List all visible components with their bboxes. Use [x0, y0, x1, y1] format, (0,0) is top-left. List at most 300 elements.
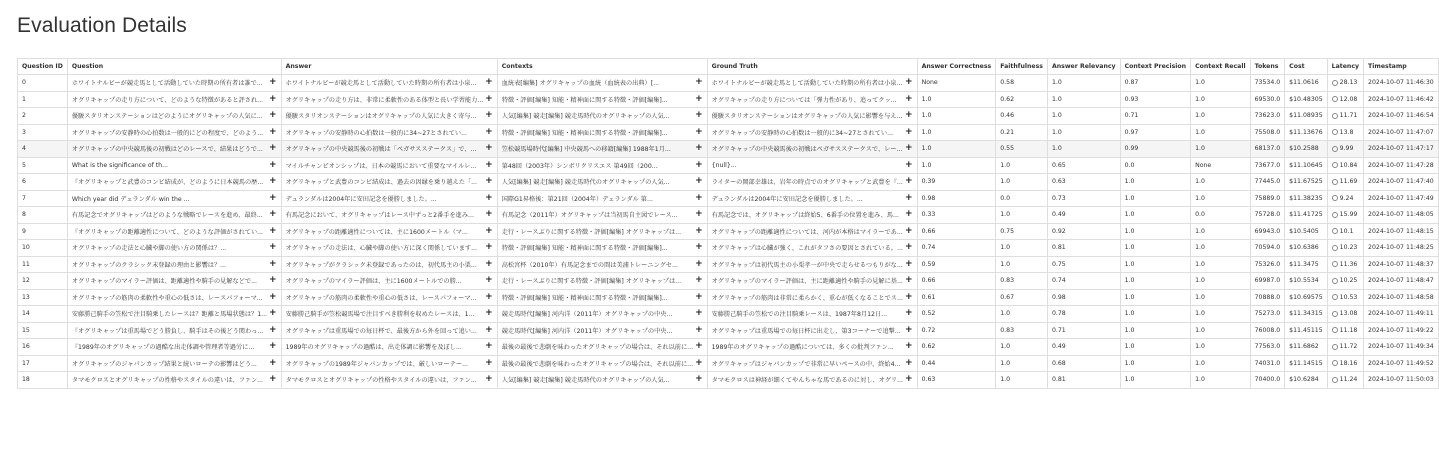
question-cell	[67, 339, 281, 356]
correctness-cell: 0.33	[917, 207, 996, 224]
expand-plus-icon[interactable]: +	[269, 357, 277, 368]
latency-value: 15.99	[1339, 211, 1358, 219]
table-row[interactable]	[18, 124, 1439, 141]
expand-plus-icon[interactable]: +	[269, 324, 277, 335]
precision-cell: 1.0	[1120, 256, 1191, 273]
column-header[interactable]: Contexts	[497, 59, 707, 75]
correctness-cell: 1.0	[917, 141, 996, 158]
ground-truth-text: オグリキャップはジャパンカップで非常に早いペースの中、終始4...	[711, 360, 901, 368]
column-header[interactable]: Faithfulness	[996, 59, 1048, 75]
correctness-cell: 1.0	[917, 157, 996, 174]
expand-plus-icon[interactable]: +	[269, 192, 277, 203]
expand-plus-icon[interactable]: +	[485, 126, 493, 137]
question-id-cell: 5	[18, 157, 68, 174]
answer-text: オグリキャップの走り方は、非常に柔軟性のある体型と長い学習能力...	[285, 96, 484, 104]
answer-text: 優駿スタリオンステーションはオグリキャップの人気に大きく寄与...	[285, 113, 477, 121]
latency-value: 11.24	[1339, 376, 1358, 384]
expand-plus-icon[interactable]: +	[485, 308, 493, 319]
contexts-text: 特徴・評価[編集] 知能・精神面に関する特徴・評価[編集]...	[501, 96, 668, 104]
recall-cell: 1.0	[1191, 256, 1251, 273]
ground-truth-cell	[707, 141, 917, 158]
clock-icon	[1332, 360, 1338, 366]
cost-cell: $11.08935	[1285, 108, 1327, 125]
cost-cell: $11.6862	[1285, 339, 1327, 356]
expand-plus-icon[interactable]: +	[485, 374, 493, 385]
expand-plus-icon[interactable]: +	[695, 110, 703, 121]
contexts-text: 人気[編集] 競走[編集] 競走馬時代のオグリキャップの人気...	[501, 377, 670, 385]
contexts-text: 第48回（2003年）シンボリクリスエス 第49回（200...	[501, 162, 658, 170]
correctness-cell: None	[917, 75, 996, 92]
timestamp-cell: 2024-10-07 11:48:58	[1364, 289, 1439, 306]
answer-cell	[281, 157, 497, 174]
expand-plus-icon[interactable]: +	[905, 374, 913, 385]
expand-plus-icon[interactable]: +	[695, 77, 703, 88]
recall-cell: 1.0	[1191, 190, 1251, 207]
column-header[interactable]: Context Recall	[1191, 59, 1251, 75]
tokens-cell: 75889.0	[1250, 190, 1285, 207]
column-header[interactable]: Question ID	[18, 59, 68, 75]
table-row[interactable]	[18, 223, 1439, 240]
correctness-cell: 0.63	[917, 372, 996, 389]
recall-cell: 1.0	[1191, 141, 1251, 158]
clock-icon	[1332, 344, 1338, 350]
table-row[interactable]	[18, 306, 1439, 323]
contexts-cell	[497, 124, 707, 141]
table-row[interactable]	[18, 355, 1439, 372]
expand-plus-icon[interactable]: +	[905, 110, 913, 121]
correctness-cell: 0.62	[917, 339, 996, 356]
expand-plus-icon[interactable]: +	[269, 143, 277, 154]
timestamp-cell: 2024-10-07 11:46:30	[1364, 75, 1439, 92]
timestamp-cell: 2024-10-07 11:48:47	[1364, 273, 1439, 290]
question-cell	[67, 124, 281, 141]
expand-plus-icon[interactable]: +	[695, 225, 703, 236]
expand-plus-icon[interactable]: +	[695, 143, 703, 154]
answer-cell	[281, 190, 497, 207]
expand-plus-icon[interactable]: +	[485, 275, 493, 286]
latency-value: 11.72	[1339, 343, 1358, 351]
expand-plus-icon[interactable]: +	[905, 324, 913, 335]
contexts-text: 走行・レースぶりに関する特徴・評価[編集] オグリキャップは...	[501, 228, 682, 236]
answer-text: オグリキャップは重馬場での毎日杯で、最後方から外を回って追い...	[285, 327, 477, 335]
ground-truth-text: オグリキャップの走り方については「弾力性があり、追ってクッ...	[711, 96, 897, 104]
expand-plus-icon[interactable]: +	[485, 77, 493, 88]
faithfulness-cell: 1.0	[996, 207, 1048, 224]
expand-plus-icon[interactable]: +	[485, 291, 493, 302]
ground-truth-cell	[707, 372, 917, 389]
answer-cell	[281, 91, 497, 108]
faithfulness-cell: 1.0	[996, 372, 1048, 389]
contexts-text: 最後の最後で悲劇を味わったオグリキャップの場合は、それ以前に...	[501, 344, 694, 352]
expand-plus-icon[interactable]: +	[485, 110, 493, 121]
table-row[interactable]	[18, 108, 1439, 125]
latency-value: 28.13	[1339, 79, 1358, 87]
expand-plus-icon[interactable]: +	[269, 225, 277, 236]
question-id-cell: 18	[18, 372, 68, 389]
faithfulness-cell: 1.0	[996, 240, 1048, 257]
table-row[interactable]	[18, 207, 1439, 224]
answer-text: デュランダルは2004年に安田記念を優勝しました。...	[285, 195, 437, 203]
tokens-cell: 77445.0	[1250, 174, 1285, 191]
answer-text: オグリキャップの中央競馬後の初戦は「ペガサスステークス」で、...	[285, 146, 477, 154]
tokens-cell: 73677.0	[1250, 157, 1285, 174]
latency-cell	[1327, 223, 1363, 240]
recall-cell: 0.0	[1191, 207, 1251, 224]
expand-plus-icon[interactable]: +	[695, 291, 703, 302]
expand-plus-icon[interactable]: +	[905, 126, 913, 137]
tokens-cell: 70400.0	[1250, 372, 1285, 389]
contexts-text: 走行・レースぶりに関する特徴・評価[編集] オグリキャップは...	[501, 278, 682, 286]
faithfulness-cell: 0.46	[996, 108, 1048, 125]
contexts-cell	[497, 322, 707, 339]
ground-truth-text: オグリキャップは心臓が強く、これがタフさの要因とされている。...	[711, 245, 903, 253]
latency-value: 9.24	[1339, 194, 1354, 202]
tokens-cell: 75273.0	[1250, 306, 1285, 323]
expand-plus-icon[interactable]: +	[269, 242, 277, 253]
answer-text: タマモクロスとオグリキャップの性格やスタイルの違いは、ファン...	[285, 377, 477, 385]
question-cell	[67, 256, 281, 273]
expand-plus-icon[interactable]: +	[269, 275, 277, 286]
ground-truth-text: 1989年のオグリキャップの過酷については、多くの批判ファン...	[711, 344, 894, 352]
question-text: オグリキャップの筋肉の柔軟性や重心の低さは、レースパフォーマ...	[71, 294, 263, 302]
precision-cell: 1.0	[1120, 223, 1191, 240]
question-id-cell: 14	[18, 306, 68, 323]
relevancy-cell: 0.98	[1047, 289, 1120, 306]
expand-plus-icon[interactable]: +	[485, 324, 493, 335]
recall-cell: 1.0	[1191, 289, 1251, 306]
latency-value: 10.53	[1339, 293, 1358, 301]
evaluation-table	[17, 58, 1439, 389]
recall-cell: 1.0	[1191, 306, 1251, 323]
expand-plus-icon[interactable]: +	[695, 341, 703, 352]
ground-truth-cell	[707, 322, 917, 339]
expand-plus-icon[interactable]: +	[269, 159, 277, 170]
timestamp-cell: 2024-10-07 11:46:54	[1364, 108, 1439, 125]
column-header[interactable]: Answer	[281, 59, 497, 75]
answer-text: オグリキャップのマイラー評価は、主に1600メートルでの勝...	[285, 278, 462, 286]
contexts-cell	[497, 207, 707, 224]
correctness-cell: 0.39	[917, 174, 996, 191]
expand-plus-icon[interactable]: +	[695, 324, 703, 335]
contexts-cell	[497, 190, 707, 207]
tokens-cell: 75508.0	[1250, 124, 1285, 141]
correctness-cell: 0.98	[917, 190, 996, 207]
expand-plus-icon[interactable]: +	[905, 159, 913, 170]
answer-text: オグリキャップと武豊のコンビ結成は、過去の因縁を乗り越えた「...	[285, 179, 477, 187]
expand-plus-icon[interactable]: +	[485, 242, 493, 253]
question-id-cell: 1	[18, 91, 68, 108]
expand-plus-icon[interactable]: +	[485, 159, 493, 170]
expand-plus-icon[interactable]: +	[269, 93, 277, 104]
expand-plus-icon[interactable]: +	[905, 176, 913, 187]
column-header[interactable]: Context Precision	[1120, 59, 1191, 75]
correctness-cell: 0.66	[917, 273, 996, 290]
tokens-cell: 75326.0	[1250, 256, 1285, 273]
expand-plus-icon[interactable]: +	[485, 93, 493, 104]
column-header[interactable]: Answer Correctness	[917, 59, 996, 75]
contexts-cell	[497, 157, 707, 174]
column-header[interactable]: Cost	[1285, 59, 1327, 75]
correctness-cell: 1.0	[917, 124, 996, 141]
expand-plus-icon[interactable]: +	[695, 209, 703, 220]
contexts-cell	[497, 75, 707, 92]
expand-plus-icon[interactable]: +	[695, 192, 703, 203]
column-header[interactable]: Question	[67, 59, 281, 75]
expand-plus-icon[interactable]: +	[485, 143, 493, 154]
cost-cell: $11.34315	[1285, 306, 1327, 323]
recall-cell: 1.0	[1191, 372, 1251, 389]
question-text: オグリキャップの走法と心臓や脚の使い方の関係は？...	[71, 245, 227, 253]
expand-plus-icon[interactable]: +	[485, 209, 493, 220]
expand-plus-icon[interactable]: +	[905, 209, 913, 220]
tokens-cell: 70888.0	[1250, 289, 1285, 306]
expand-plus-icon[interactable]: +	[695, 258, 703, 269]
faithfulness-cell: 1.0	[996, 339, 1048, 356]
question-text: 有馬記念でオグリキャップはどのような戦略でレースを進め、最終...	[71, 212, 263, 220]
precision-cell: 1.0	[1120, 240, 1191, 257]
ground-truth-text: オグリキャップの中央競馬後の初戦はペガサスステークスで、レー...	[711, 146, 903, 154]
expand-plus-icon[interactable]: +	[269, 209, 277, 220]
question-id-cell: 7	[18, 190, 68, 207]
correctness-cell: 0.52	[917, 306, 996, 323]
latency-value: 10.84	[1339, 161, 1358, 169]
question-id-cell: 6	[18, 174, 68, 191]
answer-cell	[281, 240, 497, 257]
recall-cell: 1.0	[1191, 322, 1251, 339]
relevancy-cell: 0.68	[1047, 355, 1120, 372]
expand-plus-icon[interactable]: +	[695, 275, 703, 286]
relevancy-cell: 0.81	[1047, 372, 1120, 389]
relevancy-cell: 0.71	[1047, 322, 1120, 339]
expand-plus-icon[interactable]: +	[905, 291, 913, 302]
expand-plus-icon[interactable]: +	[905, 192, 913, 203]
cost-cell: $11.13676	[1285, 124, 1327, 141]
timestamp-cell: 2024-10-07 11:49:34	[1364, 339, 1439, 356]
expand-plus-icon[interactable]: +	[905, 258, 913, 269]
table-row[interactable]	[18, 190, 1439, 207]
faithfulness-cell: 0.62	[996, 91, 1048, 108]
latency-value: 10.1	[1339, 227, 1354, 235]
cost-cell: $10.69575	[1285, 289, 1327, 306]
answer-text: オグリキャップの安静時の心拍数は一般的に34~27とされてい...	[285, 129, 467, 137]
recall-cell: 1.0	[1191, 174, 1251, 191]
question-text: オグリキャップのマイラー評価は、距離適性や騎手の見解などで...	[71, 278, 257, 286]
expand-plus-icon[interactable]: +	[695, 242, 703, 253]
question-id-cell: 11	[18, 256, 68, 273]
contexts-text: 人気[編集] 競走[編集] 競走馬時代のオグリキャップの人気...	[501, 113, 670, 121]
clock-icon	[1332, 129, 1338, 135]
faithfulness-cell: 0.75	[996, 223, 1048, 240]
expand-plus-icon[interactable]: +	[695, 126, 703, 137]
answer-cell	[281, 141, 497, 158]
expand-plus-icon[interactable]: +	[905, 308, 913, 319]
ground-truth-cell	[707, 355, 917, 372]
expand-plus-icon[interactable]: +	[269, 258, 277, 269]
ground-truth-text: オグリキャップの距離適性については、河内が本格はマイラーであ...	[711, 228, 903, 236]
answer-text: ホワイトナルビーが競走馬として活動していた時期の所有者は小泉...	[285, 80, 477, 88]
expand-plus-icon[interactable]: +	[905, 93, 913, 104]
answer-cell	[281, 174, 497, 191]
recall-cell: 1.0	[1191, 223, 1251, 240]
question-cell	[67, 174, 281, 191]
table-row[interactable]	[18, 91, 1439, 108]
ground-truth-text: オグリキャップの筋肉は非常に柔らかく、重心が低くなることでス...	[711, 294, 903, 302]
cost-cell: $11.3475	[1285, 256, 1327, 273]
faithfulness-cell: 0.67	[996, 289, 1048, 306]
answer-text: オグリキャップの走法は、心臓や脚の使い方に深く関係しています...	[285, 245, 477, 253]
contexts-cell	[497, 339, 707, 356]
question-id-cell: 2	[18, 108, 68, 125]
table-row[interactable]	[18, 157, 1439, 174]
table-row[interactable]	[18, 75, 1439, 92]
answer-text: 安藤勝己騎手が笠松競馬場で注目すべき勝利を収めたレースは、1...	[285, 311, 475, 319]
clock-icon	[1332, 146, 1338, 152]
column-header[interactable]: Answer Relevancy	[1047, 59, 1120, 75]
relevancy-cell: 0.78	[1047, 306, 1120, 323]
clock-icon	[1332, 80, 1338, 86]
expand-plus-icon[interactable]: +	[485, 192, 493, 203]
precision-cell: 0.99	[1120, 141, 1191, 158]
question-cell	[67, 372, 281, 389]
contexts-cell	[497, 240, 707, 257]
latency-cell	[1327, 108, 1363, 125]
clock-icon	[1332, 278, 1338, 284]
ground-truth-cell	[707, 91, 917, 108]
column-header[interactable]: Tokens	[1250, 59, 1285, 75]
cost-cell: $11.41725	[1285, 207, 1327, 224]
table-row[interactable]	[18, 273, 1439, 290]
column-header[interactable]: Timestamp	[1364, 59, 1439, 75]
latency-value: 9.99	[1339, 145, 1354, 153]
latency-value: 11.36	[1339, 260, 1358, 268]
clock-icon	[1332, 113, 1338, 119]
table-row[interactable]	[18, 322, 1439, 339]
expand-plus-icon[interactable]: +	[905, 242, 913, 253]
clock-icon	[1332, 212, 1338, 218]
expand-plus-icon[interactable]: +	[269, 374, 277, 385]
answer-text: オグリキャップの距離適性については、主に1600メートル（マ...	[285, 228, 468, 236]
relevancy-cell: 1.0	[1047, 75, 1120, 92]
faithfulness-cell: 1.0	[996, 157, 1048, 174]
expand-plus-icon[interactable]: +	[485, 225, 493, 236]
latency-value: 10.25	[1339, 277, 1358, 285]
table-row[interactable]	[18, 372, 1439, 389]
expand-plus-icon[interactable]: +	[269, 291, 277, 302]
relevancy-cell: 0.65	[1047, 157, 1120, 174]
contexts-cell	[497, 355, 707, 372]
latency-cell	[1327, 75, 1363, 92]
ground-truth-cell	[707, 75, 917, 92]
expand-plus-icon[interactable]: +	[485, 258, 493, 269]
ground-truth-text: デュランダルは2004年に安田記念を優勝しました。...	[711, 195, 863, 203]
expand-plus-icon[interactable]: +	[695, 159, 703, 170]
expand-plus-icon[interactable]: +	[695, 176, 703, 187]
latency-value: 18.16	[1339, 359, 1358, 367]
relevancy-cell: 1.0	[1047, 108, 1120, 125]
precision-cell: 1.0	[1120, 339, 1191, 356]
table-row[interactable]	[18, 240, 1439, 257]
question-cell	[67, 157, 281, 174]
expand-plus-icon[interactable]: +	[905, 275, 913, 286]
question-cell	[67, 289, 281, 306]
contexts-text: 有馬記念（2011年）オグリキャップは当初馬自主図でレース...	[501, 212, 678, 220]
relevancy-cell: 0.63	[1047, 174, 1120, 191]
table-row[interactable]	[18, 339, 1439, 356]
table-row[interactable]	[18, 256, 1439, 273]
recall-cell: 1.0	[1191, 273, 1251, 290]
table-row[interactable]	[18, 174, 1439, 191]
expand-plus-icon[interactable]: +	[485, 357, 493, 368]
contexts-text: 特徴・評価[編集] 知能・精神面に関する特徴・評価[編集]...	[501, 294, 668, 302]
expand-plus-icon[interactable]: +	[269, 308, 277, 319]
relevancy-cell: 0.74	[1047, 273, 1120, 290]
column-header[interactable]: Latency	[1327, 59, 1363, 75]
latency-cell	[1327, 157, 1363, 174]
question-text: 『オグリキャップは重馬場でどう勝負し、騎手はその後どう関わっ...	[71, 327, 264, 335]
ground-truth-text: タマモクロスは神経が細くてやんちゃな馬であるのに対し、オグリ...	[711, 377, 904, 385]
recall-cell: 1.0	[1191, 355, 1251, 372]
latency-cell	[1327, 306, 1363, 323]
ground-truth-text: 有馬記念では、オグリキャップは終始5、6番手の位置を進み、馬...	[711, 212, 899, 220]
ground-truth-cell	[707, 289, 917, 306]
expand-plus-icon[interactable]: +	[905, 77, 913, 88]
expand-plus-icon[interactable]: +	[269, 176, 277, 187]
question-id-cell: 4	[18, 141, 68, 158]
expand-plus-icon[interactable]: +	[269, 110, 277, 121]
expand-plus-icon[interactable]: +	[905, 225, 913, 236]
expand-plus-icon[interactable]: +	[695, 93, 703, 104]
column-header[interactable]: Ground Truth	[707, 59, 917, 75]
timestamp-cell: 2024-10-07 11:46:42	[1364, 91, 1439, 108]
expand-plus-icon[interactable]: +	[485, 341, 493, 352]
cost-cell: $11.45115	[1285, 322, 1327, 339]
expand-plus-icon[interactable]: +	[695, 357, 703, 368]
table-row[interactable]	[18, 141, 1439, 158]
table-header-row	[18, 59, 1439, 75]
question-text: 安藤勝己騎手の笠松で注目騎乗したレースは？距離と馬場状態は？1...	[71, 311, 268, 319]
ground-truth-cell	[707, 174, 917, 191]
question-text: タマモクロスとオグリキャップの性格やスタイルの違いは、ファン...	[71, 377, 264, 385]
recall-cell: 1.0	[1191, 124, 1251, 141]
expand-plus-icon[interactable]: +	[269, 77, 277, 88]
expand-plus-icon[interactable]: +	[905, 341, 913, 352]
latency-cell	[1327, 355, 1363, 372]
contexts-text: 笠松競馬場時代[編集] 中央競馬への移籍[編集] 1988年1月...	[501, 146, 671, 154]
answer-cell	[281, 256, 497, 273]
ground-truth-text: オグリキャップの安静時の心拍数は一般的に34~27とされてい...	[711, 129, 894, 137]
latency-value: 10.23	[1339, 244, 1358, 252]
precision-cell: 0.97	[1120, 124, 1191, 141]
precision-cell: 1.0	[1120, 289, 1191, 306]
expand-plus-icon[interactable]: +	[695, 308, 703, 319]
cost-cell: $11.10645	[1285, 157, 1327, 174]
contexts-cell	[497, 289, 707, 306]
question-text: 優駿スタリオンステーションはどのようにオグリキャップの人気に...	[71, 113, 263, 121]
relevancy-cell: 1.0	[1047, 91, 1120, 108]
question-id-cell: 16	[18, 339, 68, 356]
recall-cell: 1.0	[1191, 75, 1251, 92]
table-row[interactable]	[18, 289, 1439, 306]
expand-plus-icon[interactable]: +	[905, 357, 913, 368]
expand-plus-icon[interactable]: +	[269, 126, 277, 137]
clock-icon	[1332, 327, 1338, 333]
expand-plus-icon[interactable]: +	[485, 176, 493, 187]
correctness-cell: 1.0	[917, 108, 996, 125]
tokens-cell: 75728.0	[1250, 207, 1285, 224]
expand-plus-icon[interactable]: +	[905, 143, 913, 154]
expand-plus-icon[interactable]: +	[269, 341, 277, 352]
expand-plus-icon[interactable]: +	[695, 374, 703, 385]
